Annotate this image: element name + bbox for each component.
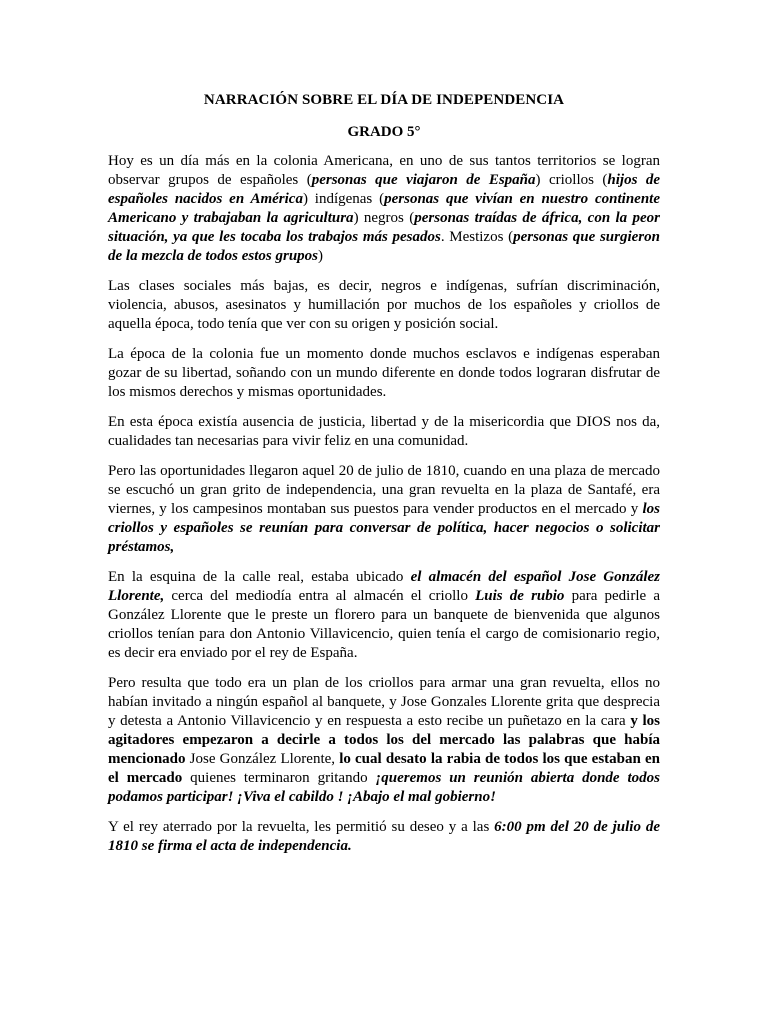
text-run: quienes terminaron gritando bbox=[182, 770, 376, 786]
emphasis-run: ¡queremos un reunión abierta donde todos podamos participar! ¡Viva el cabildo ! ¡Abajo el mal gobierno! bbox=[108, 770, 660, 805]
bold-run: lo cual desato la rabia de todos los que estaban en el mercado bbox=[108, 751, 660, 786]
paragraph-3 bbox=[108, 345, 660, 402]
text-run: cerca del mediodía entra al almacén el criollo bbox=[164, 588, 476, 604]
text-run: Hoy es un día más en la colonia Americana, en uno de sus tantos territorios se logran observar grupos de españoles ( bbox=[108, 153, 660, 188]
emphasis-run: los criollos y españoles se reunían para conversar de política, hacer negocios o solicitar préstamos, bbox=[108, 501, 660, 555]
emphasis-run: personas que vivían en nuestro continente Americano y trabajaban la agricultura bbox=[108, 191, 660, 226]
paragraph-6 bbox=[108, 568, 660, 663]
emphasis-run: personas que viajaron de España bbox=[311, 172, 536, 188]
emphasis-run: Luis de rubio bbox=[475, 588, 565, 604]
emphasis-run: personas que surgieron de la mezcla de todos estos grupos bbox=[108, 229, 660, 264]
paragraph-7 bbox=[108, 674, 660, 807]
text-run: ) bbox=[318, 248, 323, 264]
text-run: La época de la colonia fue un momento donde muchos esclavos e indígenas esperaban gozar de su libertad, soñando con un mundo diferente en donde todos lograran disfrutar de los mismos derechos y mismas oportunidades. bbox=[108, 346, 660, 400]
text-run: Las clases sociales más bajas, es decir, negros e indígenas, sufrían discriminación, violencia, abusos, asesinatos y humillación por muchos de los españoles y criollos de aquella época, todo tenía que ver con su origen y posición social. bbox=[108, 278, 660, 332]
document-subtitle: GRADO 5° bbox=[347, 124, 421, 140]
text-run: Y el rey aterrado por la revuelta, les permitió su deseo y a las bbox=[108, 819, 495, 835]
bold-run: y los agitadores empezaron a decirle a todos los del mercado las palabras que había mencionado bbox=[108, 713, 660, 767]
text-run: ) criollos ( bbox=[535, 172, 608, 188]
paragraph-8 bbox=[108, 818, 660, 856]
document-title: NARRACIÓN SOBRE EL DÍA DE INDEPENDENCIA bbox=[203, 92, 565, 108]
text-run: ) indígenas ( bbox=[302, 191, 385, 207]
text-run: Pero las oportunidades llegaron aquel 20 de julio de 1810, cuando en una plaza de mercado se escuchó un gran grito de independencia, una gran revuelta en la plaza de Santafé, era viernes, y los campesinos montaban sus puestos para vender productos en el mercado y bbox=[108, 463, 660, 517]
emphasis-run: el almacén del español Jose González Llorente, bbox=[108, 569, 660, 604]
text-run: En la esquina de la calle real, estaba ubicado bbox=[108, 569, 411, 585]
text-run: para pedirle a González Llorente que le preste un florero para un banquete de bienvenida que algunos criollos tenían para don Antonio Villavicencio, quien tenía el cargo de comisionario regio, es decir era enviado por el rey de España. bbox=[108, 588, 660, 661]
emphasis-run: 6:00 pm del 20 de julio de 1810 se firma el acta de independencia. bbox=[108, 819, 660, 854]
paragraph-5 bbox=[108, 462, 660, 557]
text-run: . Mestizos ( bbox=[440, 229, 514, 245]
paragraph-4 bbox=[108, 413, 660, 451]
paragraph-1 bbox=[108, 152, 660, 266]
text-run: Jose González Llorente, bbox=[185, 751, 340, 767]
text-run: ) negros ( bbox=[353, 210, 415, 226]
emphasis-run: hijos de españoles nacidos en América bbox=[108, 172, 661, 207]
text-run: En esta época existía ausencia de justicia, libertad y de la misericordia que DIOS nos da, cualidades tan necesarias para vivir feliz en una comunidad. bbox=[108, 414, 660, 449]
paragraph-2 bbox=[108, 277, 660, 334]
text-run: Pero resulta que todo era un plan de los criollos para armar una gran revuelta, ellos no habían invitado a ningún español al banquete, y Jose Gonzales Llorente grita que desprecia y detesta a Antonio Villavicencio y en respuesta a esto recibe un puñetazo en la cara bbox=[108, 675, 660, 729]
emphasis-run: personas traídas de áfrica, con la peor situación, ya que les tocaba los trabajos más pesados bbox=[108, 210, 661, 245]
